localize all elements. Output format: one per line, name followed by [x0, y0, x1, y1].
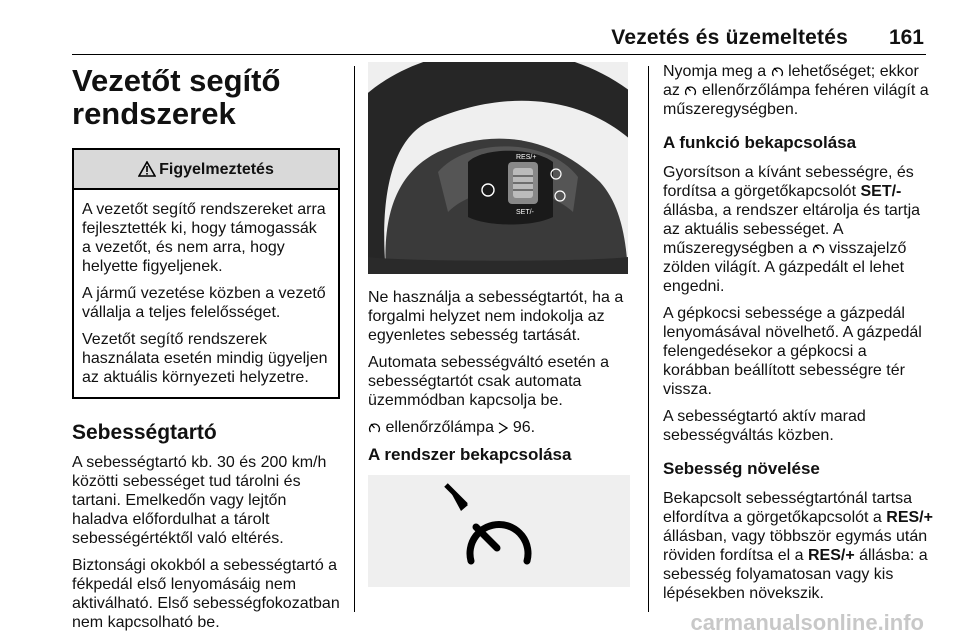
section-title: Sebességtartó [72, 421, 217, 444]
text-run: állásban, vagy többször egymás után röviden fordítsa el a [663, 528, 928, 564]
cruise-control-icon [812, 242, 825, 255]
reference-line [368, 418, 630, 437]
reference-text: ellenőrzőlámpa [385, 419, 494, 436]
cruise-control-image [368, 475, 630, 587]
body-paragraph [663, 62, 933, 119]
body-paragraph: Biztonsági okokból a sebességtartó a fékpedál első lenyomásáig nem aktiválható. Első sebességfokozatban nem kapcsolható be. [72, 557, 340, 631]
text-run: Bekapcsolt sebességtartónál tartsa elfordítva a görgetőkapcsolót a [663, 490, 913, 526]
column-1 [72, 62, 342, 640]
text-run: ellenőrzőlámpa fehéren világít a műszeregységben. [663, 82, 929, 118]
header-title: Vezetés és üzemeltetés [611, 26, 848, 49]
warning-label: Figyelmeztetés [159, 160, 274, 178]
chapter-title: Vezetőt segítő rendszerek [72, 63, 281, 131]
warning-header [74, 150, 338, 190]
warning-paragraph: A jármű vezetése közben a vezető vállalja a teljes felelősséget. [82, 285, 326, 321]
steering-wheel-image [368, 62, 628, 274]
header-rule [72, 54, 926, 55]
column-3 [663, 62, 933, 611]
warning-box [72, 148, 340, 399]
body-paragraph [663, 489, 933, 603]
body-paragraph: A sebességtartó aktív marad sebességváltás közben. [663, 408, 866, 444]
text-run: Nyomja meg a [663, 63, 767, 80]
cruise-control-icon [684, 84, 697, 97]
reference-arrow-icon [498, 422, 508, 434]
column-2 [368, 62, 630, 587]
warning-paragraph: A vezetőt segítő rendszereket arra fejlesztették ki, hogy támogassák a vezetőt, és nem arra, hogy helyette figyeljenek. [82, 201, 326, 275]
watermark: carmanualsonline.info [690, 610, 924, 635]
warning-body [74, 190, 338, 397]
page-number: 161 [888, 26, 924, 49]
body-paragraph: A gépkocsi sebessége a gázpedál lenyomásával növelhető. A gázpedál felengedésekor a gépkocsi a korábban beállított sebességre tér vissza. [663, 305, 922, 398]
set-label: SET/- [516, 209, 534, 216]
text-run: állásba: a sebesség folyamatosan vagy kis lépésekben növekszik. [663, 547, 928, 602]
subsection-title: A funkció bekapcsolása [663, 133, 857, 152]
body-paragraph: A sebességtartó kb. 30 és 200 km/h közötti sebességet tud tárolni és tartani. Emelkedőn vagy lejtőn haladva előfordulhat a tárolt sebességértéktől való eltérés. [72, 454, 327, 547]
text-run: Gyorsítson a kívánt sebességre, és fordítsa a görgetőkapcsolót [663, 164, 914, 200]
column-divider-2 [648, 66, 649, 612]
body-paragraph: Automata sebességváltó esetén a sebességtartót csak automata üzemmódban kapcsolja be. [368, 354, 610, 409]
subsection-title: Sebesség növelése [663, 459, 820, 478]
body-paragraph: Ne használja a sebességtartót, ha a forgalmi helyzet nem indokolja az egyenletes sebesség tartását. [368, 289, 624, 344]
page-header [0, 26, 960, 50]
subsection-title: A rendszer bekapcsolása [368, 445, 572, 464]
reference-page[interactable]: 96. [512, 419, 536, 436]
bold-term: RES/+ [807, 547, 855, 564]
cruise-control-icon [368, 421, 381, 434]
warning-triangle-icon [138, 161, 156, 177]
cruise-control-icon [368, 475, 630, 587]
warning-paragraph: Vezetőt segítő rendszerek használata esetén mindig ügyeljen az aktuális környezeti helyzetre. [82, 331, 328, 386]
steering-wheel-illustration [368, 62, 628, 274]
text-run: visszajelző zölden világít. A gázpedált el lehet engedni. [663, 240, 907, 295]
text-run: állásba, a rendszer eltárolja és tartja az aktuális sebességet. A műszeregységben a [663, 202, 921, 257]
res-label: RES/+ [516, 154, 537, 161]
body-paragraph [663, 163, 933, 296]
text-run: lehetőséget; ekkor az [663, 63, 919, 99]
bold-term: SET/- [860, 183, 902, 200]
cruise-control-icon [771, 65, 784, 78]
column-divider-1 [354, 66, 355, 612]
bold-term: RES/+ [886, 509, 933, 526]
